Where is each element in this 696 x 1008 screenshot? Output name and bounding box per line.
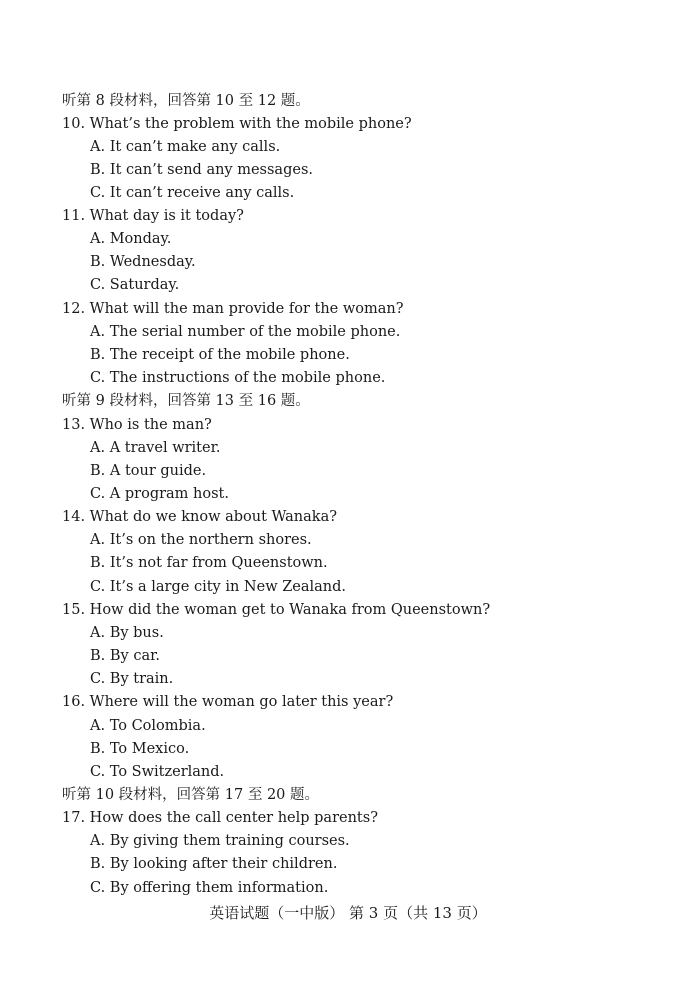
question-14-option-c: C. It’s a large city in New Zealand. — [90, 579, 347, 595]
question-11-option-b: B. Wednesday. — [90, 254, 196, 270]
question-16-option-b: B. To Mexico. — [90, 741, 190, 757]
question-14-option-b: B. It’s not far from Queenstown. — [90, 555, 328, 571]
question-12-option-c: C. The instructions of the mobile phone. — [90, 370, 386, 386]
question-11-option-c: C. Saturday. — [90, 277, 180, 293]
question-10-option-c: C. It can’t receive any calls. — [90, 185, 295, 201]
question-12: 12. What will the man provide for the woman? — [62, 301, 404, 317]
section-heading: 听第 9 段材料，回答第 13 至 16 题。 — [62, 393, 310, 409]
question-11: 11. What day is it today? — [62, 208, 244, 224]
question-10-option-b: B. It can’t send any messages. — [90, 162, 313, 178]
question-15-option-c: C. By train. — [90, 671, 174, 687]
question-11-option-a: A. Monday. — [90, 231, 172, 247]
question-12-option-a: A. The serial number of the mobile phone. — [90, 324, 401, 340]
question-16-option-c: C. To Switzerland. — [90, 764, 225, 780]
question-17-option-b: B. By looking after their children. — [90, 856, 338, 872]
section-heading: 听第 8 段材料，回答第 10 至 12 题。 — [62, 93, 310, 109]
page-footer: 英语试题（一中版） 第 3 页（共 13 页） — [209, 904, 487, 922]
question-14: 14. What do we know about Wanaka? — [62, 509, 337, 525]
question-17: 17. How does the call center help parents? — [62, 810, 378, 826]
question-14-option-a: A. It’s on the northern shores. — [90, 532, 312, 548]
question-17-option-c: C. By offering them information. — [90, 880, 329, 896]
question-16: 16. Where will the woman go later this year? — [62, 694, 394, 710]
section-heading: 听第 10 段材料，回答第 17 至 20 题。 — [62, 787, 320, 803]
question-15-option-b: B. By car. — [90, 648, 161, 664]
question-17-option-a: A. By giving them training courses. — [90, 833, 350, 849]
question-13: 13. Who is the man? — [62, 417, 212, 433]
question-13-option-b: B. A tour guide. — [90, 463, 207, 479]
question-16-option-a: A. To Colombia. — [90, 718, 206, 734]
question-15-option-a: A. By bus. — [90, 625, 164, 641]
question-10-option-a: A. It can’t make any calls. — [90, 139, 281, 155]
question-12-option-b: B. The receipt of the mobile phone. — [90, 347, 350, 363]
question-10: 10. What’s the problem with the mobile phone? — [62, 116, 412, 132]
question-15: 15. How did the woman get to Wanaka from Queenstown? — [62, 602, 491, 618]
question-13-option-a: A. A travel writer. — [90, 440, 221, 456]
question-13-option-c: C. A program host. — [90, 486, 229, 502]
